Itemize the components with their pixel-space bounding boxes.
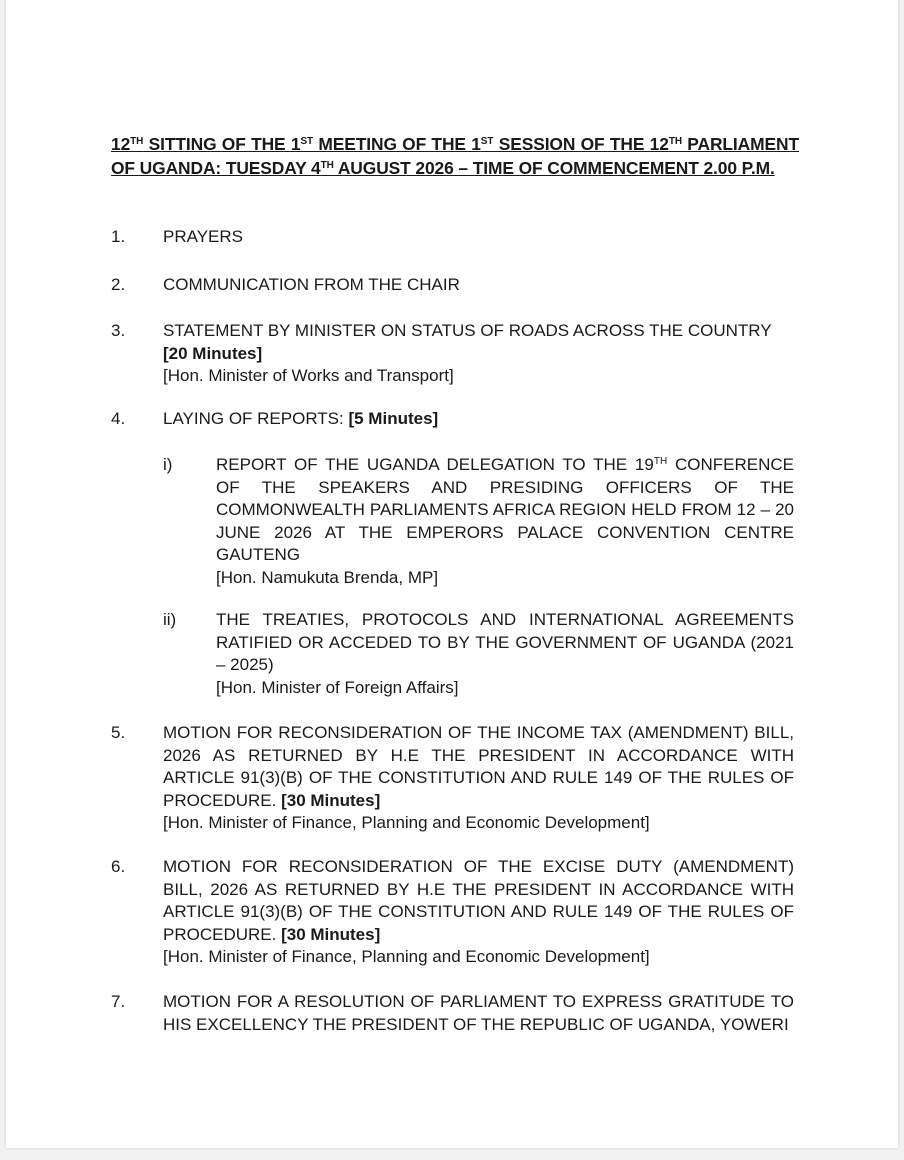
subitem-text: THE TREATIES, PROTOCOLS AND INTERNATIONAL AGREEMENTS RATIFIED OR ACCEDED TO BY THE GOVERNMENT OF UGANDA (2021 – 2025) bbox=[216, 610, 794, 674]
presenter: [Hon. Minister of Foreign Affairs] bbox=[216, 677, 459, 697]
time-allocation: [5 Minutes] bbox=[348, 409, 439, 428]
item-text: STATEMENT BY MINISTER ON STATUS OF ROADS ACROSS THE COUNTRY bbox=[163, 321, 772, 340]
item-number: 4. bbox=[111, 409, 126, 428]
item-text: COMMUNICATION FROM THE CHAIR bbox=[163, 275, 460, 294]
item-body bbox=[163, 320, 794, 388]
subitem-number: ii) bbox=[163, 610, 177, 629]
time-allocation: [30 Minutes] bbox=[281, 924, 381, 944]
document-page bbox=[6, 0, 898, 1148]
item-number: 2. bbox=[111, 275, 126, 294]
item-text: MOTION FOR RECONSIDERATION OF THE INCOME TAX (AMENDMENT) BILL, 2026 AS RETURNED BY H.E THE PRESIDENT IN ACCORDANCE WITH ARTICLE 91(3)(B) OF THE CONSTITUTION AND RULE 149 OF THE RULES OF PROCEDURE. bbox=[163, 723, 794, 810]
item-number: 3. bbox=[111, 321, 126, 340]
item-number: 5. bbox=[111, 723, 126, 742]
item-number: 1. bbox=[111, 227, 126, 246]
item-body bbox=[163, 856, 794, 969]
item-text: MOTION FOR A RESOLUTION OF PARLIAMENT TO EXPRESS GRATITUDE TO HIS EXCELLENCY THE PRESIDENT OF THE REPUBLIC OF UGANDA, YOWERI bbox=[163, 992, 794, 1034]
time-allocation: [30 Minutes] bbox=[281, 790, 381, 810]
item-text: PRAYERS bbox=[163, 227, 243, 246]
presenter: [Hon. Namukuta Brenda, MP] bbox=[216, 567, 439, 587]
subitem-number: i) bbox=[163, 455, 173, 474]
presenter: [Hon. Minister of Works and Transport] bbox=[163, 366, 454, 385]
presenter: [Hon. Minister of Finance, Planning and Economic Development] bbox=[163, 947, 650, 966]
item-number: 7. bbox=[111, 992, 126, 1011]
presenter: [Hon. Minister of Finance, Planning and Economic Development] bbox=[163, 813, 650, 832]
item-body bbox=[163, 408, 794, 431]
item-text: LAYING OF REPORTS: bbox=[163, 409, 349, 428]
time-allocation: [20 Minutes] bbox=[163, 343, 263, 363]
item-number: 6. bbox=[111, 857, 126, 876]
item-body bbox=[163, 722, 794, 835]
item-text: MOTION FOR RECONSIDERATION OF THE EXCISE DUTY (AMENDMENT) BILL, 2026 AS RETURNED BY H.E THE PRESIDENT IN ACCORDANCE WITH ARTICLE 91(3)(B) OF THE CONSTITUTION AND RULE 149 OF THE RULES OF PROCEDURE. bbox=[163, 857, 794, 944]
subitem-body: REPORT OF THE UGANDA DELEGATION TO THE 19TH CONFERENCE OF THE SPEAKERS AND PRESIDING OFFICERS OF THE COMMONWEALTH PARLIAMENTS AFRICA REGION HELD FROM 12 – 20 JUNE 2026 AT THE EMPERORS PALACE CONVENTION CENTRE GAUTENG [Hon. Namukuta Brenda, MP] bbox=[216, 454, 794, 589]
order-paper-heading: 12TH SITTING OF THE 1ST MEETING OF THE 1ST SESSION OF THE 12TH PARLIAMENT OF UGANDA: TUESDAY 4TH AUGUST 2026 – TIME OF COMMENCEMENT 2.00 P.M. bbox=[111, 134, 799, 178]
subitem-text: REPORT OF THE UGANDA DELEGATION TO THE 19 bbox=[216, 455, 654, 474]
subitem-body bbox=[216, 609, 794, 699]
